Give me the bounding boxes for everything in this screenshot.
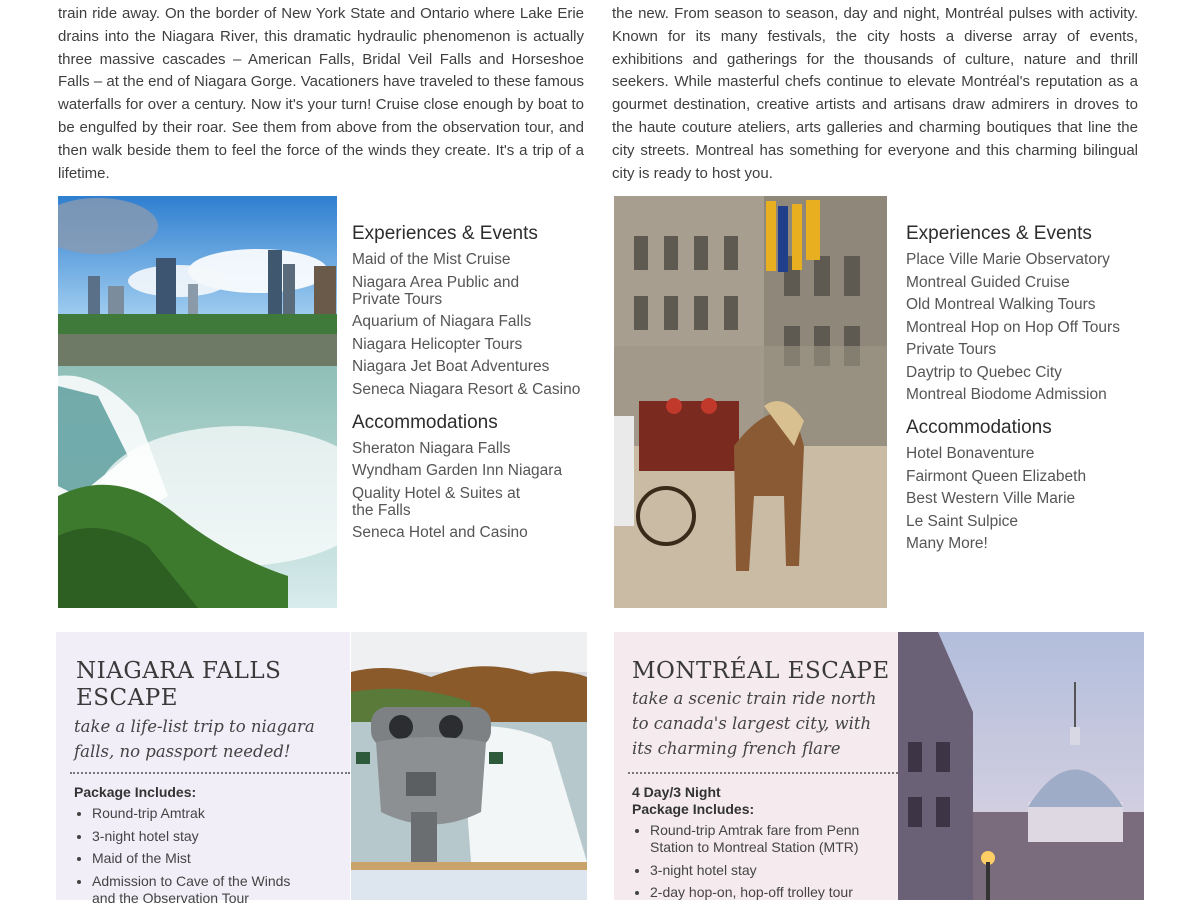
- montreal-experiences-list: [906, 251, 1156, 403]
- list-item: Niagara Helicopter Tours: [352, 335, 523, 353]
- list-item: Montreal Guided Cruise: [906, 273, 1070, 291]
- montreal-escape-title: MONTRÉAL ESCAPE: [632, 658, 890, 684]
- list-item: Maid of the Mist Cruise: [352, 251, 511, 268]
- montreal-lists: [906, 223, 1156, 566]
- list-item: Fairmont Queen Elizabeth: [906, 467, 1087, 485]
- montreal-escape-subtitle-line2: to canada's largest city, with: [632, 714, 872, 733]
- dotted-divider: [70, 772, 350, 774]
- list-item: • Maid of the Mist: [92, 850, 344, 867]
- list-item: Place Ville Marie Observatory: [906, 251, 1110, 268]
- list-item: Montreal Biodome Admission: [906, 386, 1107, 403]
- montreal-package-heading: Package Includes:: [632, 801, 755, 817]
- niagara-escape-panel: [56, 632, 350, 906]
- montreal-carriage-photo: [614, 196, 887, 608]
- list-item: Best Western Ville Marie: [906, 490, 1076, 507]
- list-item: Quality Hotel & Suites at the Falls: [352, 484, 520, 519]
- niagara-accommodations-list: [352, 440, 592, 542]
- niagara-intro-text: train ride away. On the border of New York State and Ontario where Lake Erie drains into the Niagara River, this dramatic hydraulic phenomenon is actually three massive cascades – American Falls, Bridal Veil Falls and Horseshoe Falls – at the end of Niagara Gorge. Vacationers have traveled to these famous waterfalls for over a century. Now it's your turn! Cruise close enough by boat to be engulfed by their roar. See them from above from the observation tour, and then walk beside them to feel the force of the winds they create. It's a trip of a lifetime.: [58, 5, 584, 182]
- list-item: Sheraton Niagara Falls: [352, 439, 511, 457]
- niagara-lists: [352, 223, 592, 555]
- bonsecours-market-photo: [898, 632, 1144, 900]
- list-item: Niagara Area Public and Private Tours: [352, 273, 520, 308]
- montreal-accommodations-list: [906, 445, 1156, 552]
- list-item: Old Montreal Walking Tours: [906, 296, 1096, 313]
- montreal-escape-panel: [614, 632, 898, 900]
- list-item: • 3-night hotel stay: [92, 828, 344, 845]
- list-item: • Round-trip Amtrak fare from Penn Station to Montreal Station (MTR): [650, 822, 890, 856]
- list-item: • Admission to Cave of the Winds and the Observation Tour: [92, 873, 312, 907]
- montreal-experiences-heading: Experiences & Events: [906, 223, 1092, 244]
- niagara-escape-title: [76, 658, 281, 712]
- niagara-escape-subtitle: [74, 714, 315, 764]
- list-item: Seneca Niagara Resort & Casino: [352, 380, 581, 398]
- niagara-experiences-list: [352, 251, 592, 398]
- list-item: Hotel Bonaventure: [906, 445, 1035, 462]
- list-item: Seneca Hotel and Casino: [352, 524, 528, 541]
- tower-viewer-photo: [351, 632, 587, 900]
- montreal-accommodations-heading: Accommodations: [906, 417, 1052, 438]
- niagara-package-list: [74, 805, 344, 907]
- list-item: Daytrip to Quebec City: [906, 363, 1062, 381]
- list-item: • 2-day hop-on, hop-off trolley tour: [650, 884, 890, 901]
- niagara-escape-title-line2: ESCAPE: [76, 685, 179, 711]
- montreal-package: [632, 784, 890, 907]
- dotted-divider: [628, 772, 898, 774]
- list-item: • Round-trip Amtrak: [92, 805, 344, 822]
- list-item: Aquarium of Niagara Falls: [352, 313, 532, 330]
- list-item: Montreal Hop on Hop Off Tours: [906, 318, 1120, 336]
- list-item: Niagara Jet Boat Adventures: [352, 358, 550, 375]
- montreal-escape-subtitle: [632, 686, 876, 761]
- list-item: • 3-night hotel stay: [650, 862, 890, 879]
- montreal-intro-text: the new. From season to season, day and night, Montréal pulses with activity. Known for its many festivals, the city hosts a diverse array of events, exhibitions and gatherings for the thousands of culture, nature and thrill seekers. While masterful chefs continue to elevate Montréal's reputation as a gourmet destination, creative artists and artisans draw admirers in droves to the haute couture ateliers, arts galleries and charming boutiques that line the city streets. Montreal has something for everyone and this charming bilingual city is ready to host you.: [612, 5, 1138, 182]
- niagara-package-heading: Package Includes:: [74, 784, 197, 800]
- niagara-package: [74, 784, 344, 912]
- montreal-escape-subtitle-line1: take a scenic train ride north: [632, 689, 877, 708]
- niagara-falls-photo: [58, 196, 337, 608]
- montreal-package-duration: 4 Day/3 Night: [632, 784, 721, 800]
- niagara-escape-title-line1: NIAGARA FALLS: [76, 658, 282, 684]
- niagara-escape-subtitle-line2: falls, no passport needed!: [74, 742, 291, 761]
- list-item: Private Tours: [906, 341, 997, 358]
- list-item: Many More!: [906, 535, 988, 552]
- niagara-escape-subtitle-line1: take a life-list trip to niagara: [74, 717, 315, 736]
- niagara-accommodations-heading: Accommodations: [352, 411, 498, 433]
- list-item: Wyndham Garden Inn Niagara: [352, 462, 563, 479]
- montreal-package-list: [632, 822, 890, 901]
- montreal-escape-subtitle-line3: its charming french flare: [632, 739, 841, 758]
- niagara-experiences-heading: Experiences & Events: [352, 223, 538, 244]
- list-item: Le Saint Sulpice: [906, 512, 1019, 530]
